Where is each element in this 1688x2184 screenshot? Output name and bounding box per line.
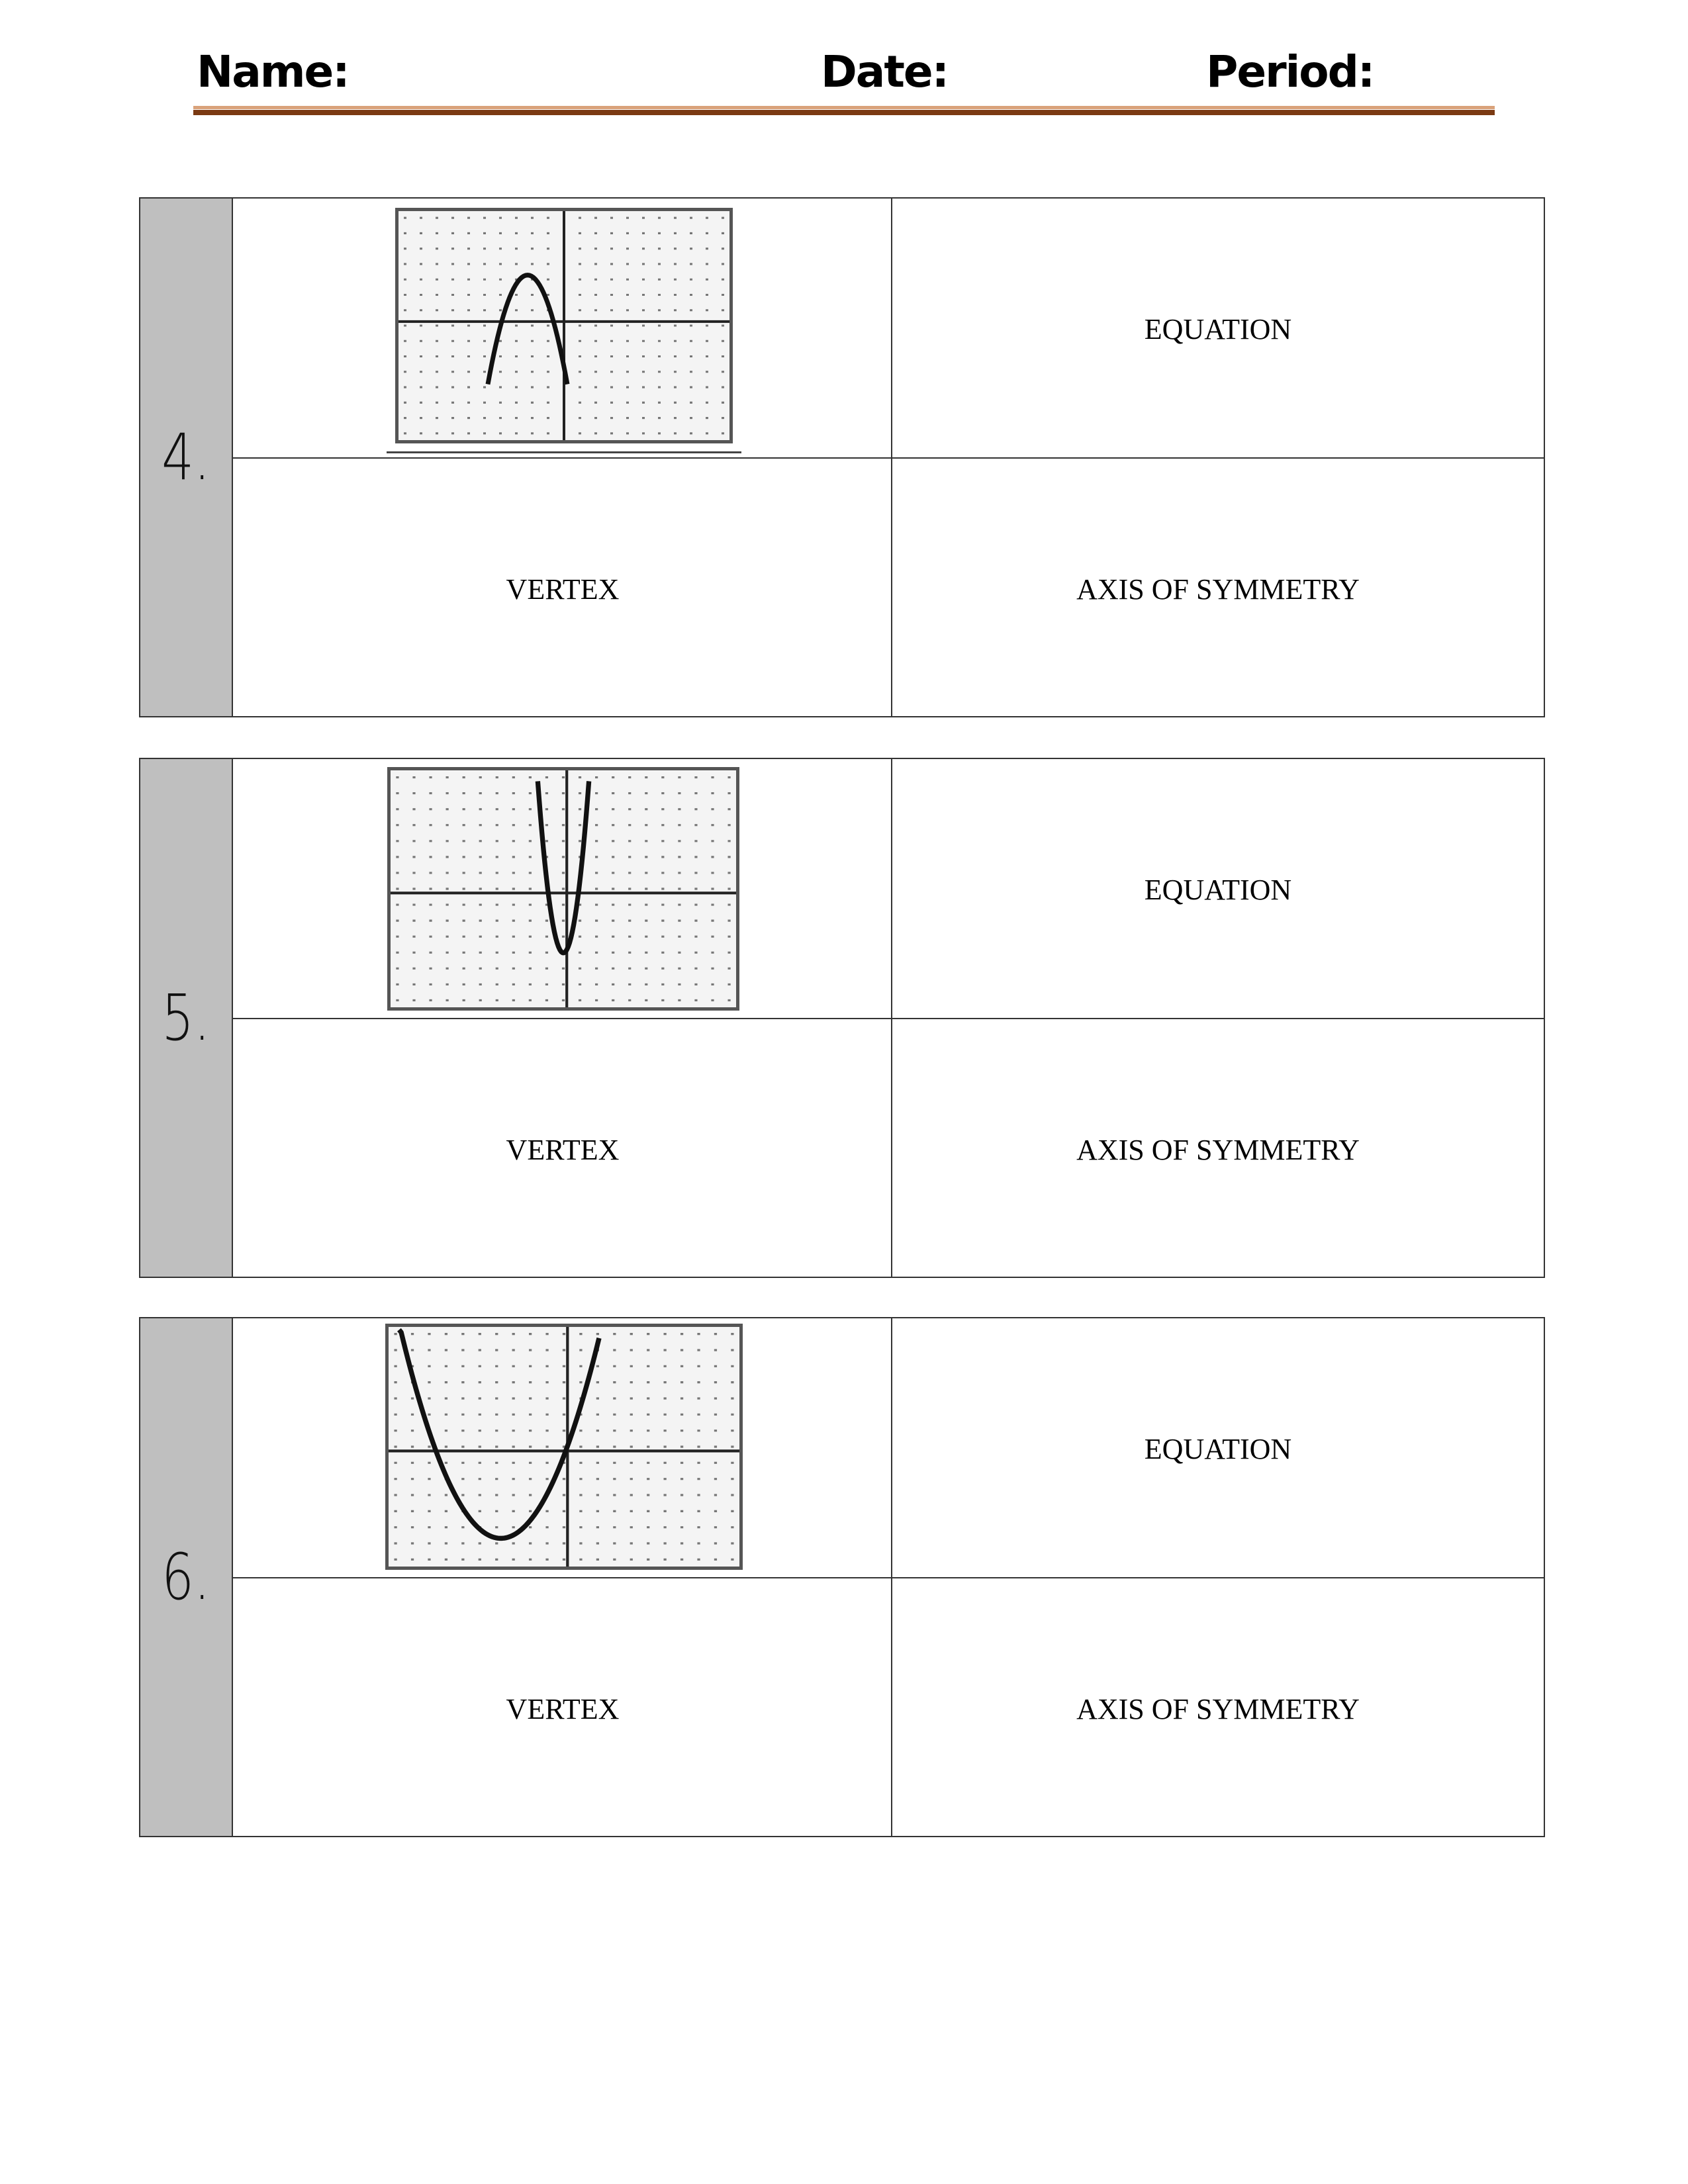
- graph-svg: [391, 770, 736, 1007]
- problem-number: 5.: [162, 981, 211, 1055]
- problem-6-box: [139, 1317, 1545, 1837]
- graph-underline: [387, 451, 741, 453]
- axis-of-symmetry-cell[interactable]: AXIS OF SYMMETRY: [1076, 573, 1360, 606]
- downward-parabola-graph: [395, 208, 733, 443]
- period-label: Period:: [1206, 46, 1374, 97]
- problem-5-box: [139, 758, 1545, 1278]
- graph-svg: [399, 211, 729, 440]
- name-label: Name:: [197, 46, 349, 97]
- axis-of-symmetry-cell[interactable]: AXIS OF SYMMETRY: [1076, 1134, 1360, 1166]
- parabola-curve: [538, 781, 588, 952]
- header-rule: [193, 106, 1495, 116]
- vertex-cell[interactable]: VERTEX: [506, 1134, 620, 1166]
- wide-upward-parabola-graph: [385, 1324, 743, 1570]
- narrow-upward-parabola-graph: [387, 767, 739, 1011]
- problem-number-column: [140, 199, 233, 716]
- vertex-cell[interactable]: VERTEX: [506, 573, 620, 606]
- axis-of-symmetry-cell[interactable]: AXIS OF SYMMETRY: [1076, 1693, 1360, 1725]
- graph-grid: [394, 1334, 733, 1560]
- date-label: Date:: [821, 46, 949, 97]
- equation-cell[interactable]: EQUATION: [1144, 1433, 1292, 1465]
- equation-cell[interactable]: EQUATION: [1144, 874, 1292, 906]
- problem-4-box: [139, 197, 1545, 717]
- graph-svg: [389, 1327, 739, 1567]
- problem-number-column: [140, 759, 233, 1277]
- problem-number: 6.: [162, 1540, 211, 1614]
- parabola-curve: [399, 1330, 599, 1538]
- equation-cell[interactable]: EQUATION: [1144, 313, 1292, 345]
- problem-number-column: [140, 1318, 233, 1836]
- graph-grid: [396, 778, 730, 1001]
- parabola-curve: [488, 275, 567, 385]
- problem-number: 4.: [162, 420, 211, 494]
- vertex-cell[interactable]: VERTEX: [506, 1693, 620, 1725]
